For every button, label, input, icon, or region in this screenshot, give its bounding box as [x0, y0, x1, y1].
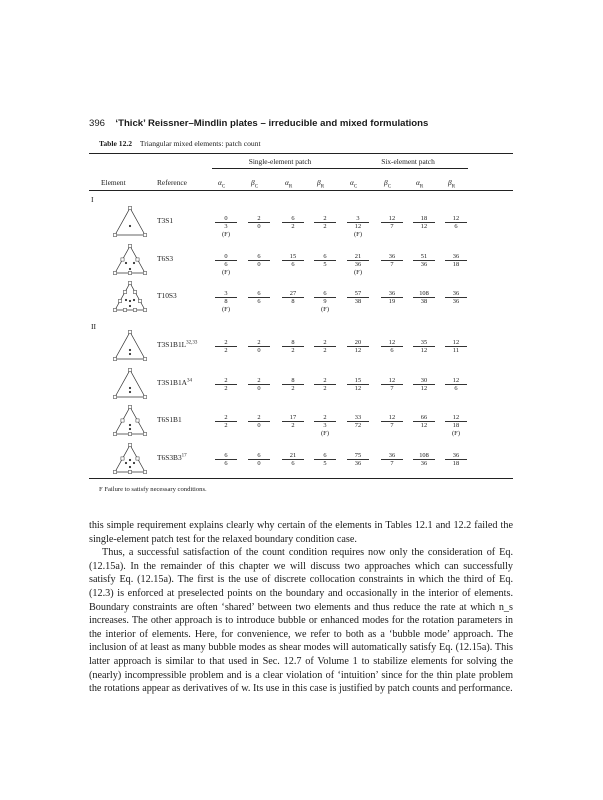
failure-flag: (F) — [320, 430, 330, 437]
element-reference: $T3S1B1A^{34}$ — [157, 378, 192, 387]
col-header-reference: Reference — [157, 178, 187, 187]
col-header-quantity: $\beta_R$ — [448, 178, 456, 190]
body-paragraph: this simple requirement explains clearly why certain of the elements in Tables 12.1 and 12.2 failed the single-element patch test for the relaxed boundary condition case. — [89, 520, 513, 545]
count-fraction: 36 18 — [445, 253, 467, 268]
count-fraction: 15 12 — [347, 377, 369, 392]
count-fraction: 6 2 — [282, 215, 304, 230]
t3s1b1l-triangle-icon — [112, 329, 148, 363]
group-rule-single — [212, 168, 348, 169]
count-fraction: 2 2 — [215, 339, 237, 354]
count-fraction: 6 0 — [248, 452, 270, 467]
count-fraction: 2 2 — [314, 215, 336, 230]
count-fraction: 51 36 — [413, 253, 435, 268]
count-fraction: 36 18 — [445, 452, 467, 467]
failure-flag: (F) — [451, 430, 461, 437]
element-reference: T6S1B1 — [157, 415, 182, 424]
element-reference: $T6S3B3^{17}$ — [157, 453, 187, 462]
count-fraction: 2 2 — [314, 377, 336, 392]
count-fraction: 12 6 — [445, 377, 467, 392]
count-fraction: 66 12 — [413, 414, 435, 429]
count-fraction: 36 7 — [381, 253, 403, 268]
count-fraction: 35 12 — [413, 339, 435, 354]
col-header-element: Element — [101, 178, 126, 187]
failure-flag: (F) — [353, 231, 363, 238]
count-fraction: 6 0 — [248, 253, 270, 268]
count-fraction: 12 7 — [381, 414, 403, 429]
count-fraction: 6 6 — [215, 452, 237, 467]
count-fraction: 0 3 — [215, 215, 237, 230]
running-head — [89, 118, 529, 129]
element-reference: T10S3 — [157, 291, 177, 300]
count-fraction: 57 38 — [347, 290, 369, 305]
section-label-ii: II — [91, 322, 97, 331]
count-fraction: 20 12 — [347, 339, 369, 354]
count-fraction: 0 6 — [215, 253, 237, 268]
count-fraction: 108 38 — [413, 290, 435, 305]
element-reference: T6S3 — [157, 254, 174, 263]
col-header-quantity: $\alpha_C$ — [350, 178, 358, 190]
failure-flag: (F) — [353, 269, 363, 276]
count-fraction: 2 0 — [248, 339, 270, 354]
t6s1b1-triangle-icon — [112, 404, 148, 438]
count-fraction: 18 12 — [413, 215, 435, 230]
failure-flag: (F) — [221, 269, 231, 276]
table-caption-text: Triangular mixed elements: patch count — [139, 139, 261, 148]
t6s3-triangle-icon — [112, 243, 148, 277]
failure-flag: (F) — [320, 306, 330, 313]
count-fraction: 36 7 — [381, 452, 403, 467]
page-number: 396 — [89, 118, 106, 129]
table-footnote: F Failure to satisfy necessary conditions. — [99, 486, 207, 493]
table-caption — [99, 139, 261, 148]
t3s1-triangle-icon — [112, 205, 148, 239]
table-bottom-rule — [89, 478, 513, 479]
count-fraction: 8 2 — [282, 339, 304, 354]
failure-flag: (F) — [221, 231, 231, 238]
table-label: Table 12.2 — [99, 139, 133, 148]
count-fraction: 21 36 — [347, 253, 369, 268]
t10s3-triangle-icon — [112, 280, 148, 314]
count-fraction: 36 19 — [381, 290, 403, 305]
count-fraction: 33 72 — [347, 414, 369, 429]
count-fraction: 2 2 — [314, 339, 336, 354]
count-fraction: 6 5 — [314, 253, 336, 268]
chapter-title: ‘Thick’ Reissner–Mindlin plates – irreducible and mixed formulations — [115, 118, 429, 129]
count-fraction: 6 9 — [314, 290, 336, 305]
count-fraction: 2 0 — [248, 414, 270, 429]
count-fraction: 36 36 — [445, 290, 467, 305]
element-reference: $T3S1B1L^{32,33}$ — [157, 340, 198, 349]
section-label-i: I — [91, 195, 94, 204]
t3s1b1a-triangle-icon — [112, 367, 148, 401]
count-fraction: 2 0 — [248, 377, 270, 392]
group-rule-six — [344, 168, 468, 169]
element-reference: T3S1 — [157, 216, 174, 225]
count-fraction: 21 6 — [282, 452, 304, 467]
count-fraction: 12 7 — [381, 377, 403, 392]
count-fraction: 12 11 — [445, 339, 467, 354]
count-fraction: 3 12 — [347, 215, 369, 230]
count-fraction: 12 7 — [381, 215, 403, 230]
table-top-rule — [89, 153, 513, 154]
count-fraction: 15 6 — [282, 253, 304, 268]
count-fraction: 12 6 — [381, 339, 403, 354]
count-fraction: 108 36 — [413, 452, 435, 467]
count-fraction: 75 36 — [347, 452, 369, 467]
count-fraction: 3 8 — [215, 290, 237, 305]
count-fraction: 6 5 — [314, 452, 336, 467]
body-paragraph: Thus, a successful satisfaction of the count condition requires now only the consideration of Eq. (12.15a). In the remainder of this chapter we will discuss two approaches which can successfully satisfy Eq. (12.15a). The first is the use of discrete collocation constraints in which the third of Eq. (12.3) is enforced at preselected points on the boundary and occasionally in the interior of elements. Boundary constraints are often ‘shared’ between two elements and thus reduce the rate at which n_s increases. The other approach is to introduce bubble or enhanced modes for the rotation parameters in the interior of elements. Here, for convenience, we refer to both as a ‘bubble mode’ approach. The inclusion of at least as many bubble modes as shear modes will automatically satisfy Eq. (12.15a). This latter approach is similar to that used in Sec. 12.7 of Volume 1 to stabilize elements for solving the (nearly) incompressible problem and is a clear violation of ‘intuition’ since for the thin plate problem the rotations appear as derivatives of w. Its use in this case is justified by patch counts and performance. — [89, 547, 513, 695]
group-header-single: Single-element patch — [248, 157, 312, 166]
count-fraction: 2 2 — [215, 414, 237, 429]
col-header-quantity: $\beta_C$ — [384, 178, 392, 190]
col-header-quantity: $\beta_C$ — [251, 178, 259, 190]
count-fraction: 30 12 — [413, 377, 435, 392]
count-fraction: 27 8 — [282, 290, 304, 305]
col-header-quantity: $\alpha_C$ — [218, 178, 226, 190]
count-fraction: 12 18 — [445, 414, 467, 429]
count-fraction: 6 6 — [248, 290, 270, 305]
count-fraction: 8 2 — [282, 377, 304, 392]
header-bottom-rule — [89, 190, 513, 191]
count-fraction: 2 2 — [215, 377, 237, 392]
col-header-quantity: $\beta_R$ — [317, 178, 325, 190]
count-fraction: 17 2 — [282, 414, 304, 429]
group-header-six: Six-element patch — [381, 157, 435, 166]
failure-flag: (F) — [221, 306, 231, 313]
col-header-quantity: $\alpha_R$ — [416, 178, 424, 190]
count-fraction: 2 0 — [248, 215, 270, 230]
t6s3b3-triangle-icon — [112, 442, 148, 476]
body-text — [89, 519, 513, 696]
col-header-quantity: $\alpha_R$ — [285, 178, 293, 190]
count-fraction: 2 3 — [314, 414, 336, 429]
count-fraction: 12 6 — [445, 215, 467, 230]
